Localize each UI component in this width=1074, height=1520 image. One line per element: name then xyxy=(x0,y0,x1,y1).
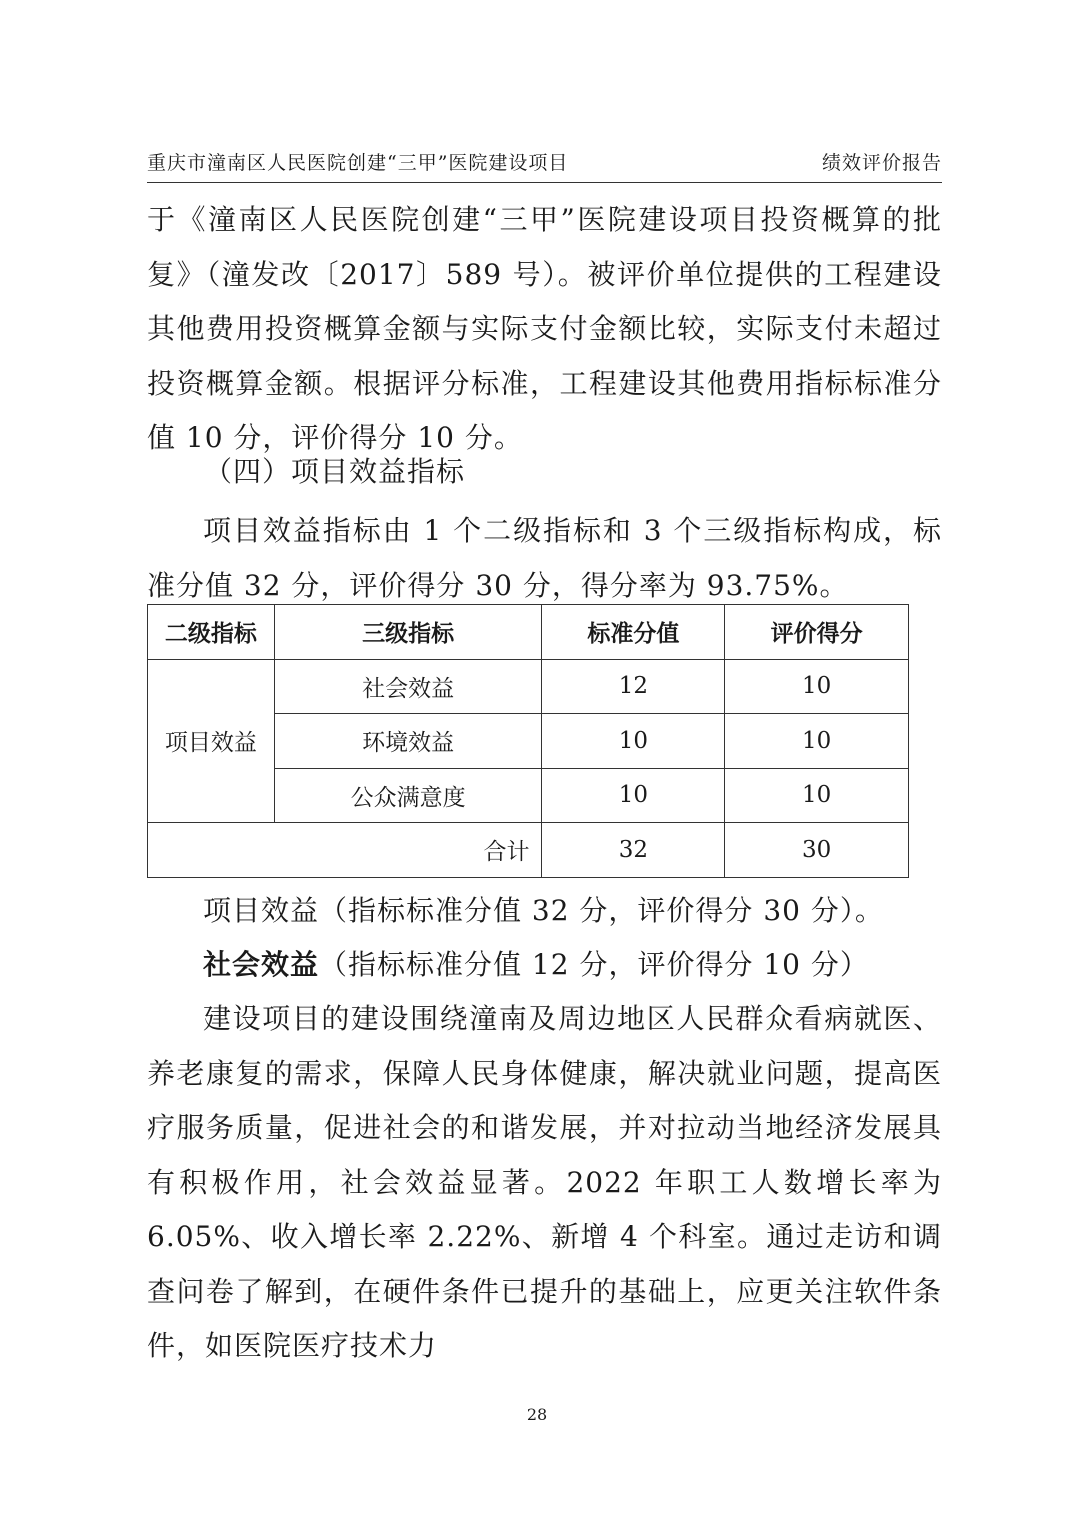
table-header-row xyxy=(148,605,909,660)
total-label-cell: 合计 xyxy=(148,823,542,878)
group-label-cell: 项目效益 xyxy=(148,659,275,823)
benefit-score-table xyxy=(147,604,909,878)
social-benefit-label: 社会效益 xyxy=(203,948,320,981)
social-benefit-score: （指标标准分值 12 分，评价得分 10 分） xyxy=(319,948,869,981)
header-divider xyxy=(147,182,942,183)
indicator-cell: 公众满意度 xyxy=(274,768,542,823)
standard-cell: 12 xyxy=(542,659,725,714)
total-standard-cell: 32 xyxy=(542,823,725,878)
paragraph-approval: 于《潼南区人民医院创建“三甲”医院建设项目投资概算的批复》（潼发改〔2017〕589 号）。被评价单位提供的工程建设其他费用投资概算金额与实际支付金额比较，实际支付未超过投资概算金额。根据评分标准，工程建设其他费用指标标准分值 10 分，评价得分 10 分。 xyxy=(147,203,942,454)
section-heading: （四）项目效益指标 xyxy=(204,455,466,488)
paragraph-social-benefit-detail: 建设项目的建设围绕潼南及周边地区人民群众看病就医、养老康复的需求，保障人民身体健康，解决就业问题，提高医疗服务质量，促进社会的和谐发展，并对拉动当地经济发展具有积极作用，社会效益显著。2022 年职工人数增长率为 6.05%、收入增长率 2.22%、新增 4 个科室。通过走访和调查问卷了解到，在硬件条件已提升的基础上，应更关注软件条件，如医院医疗技术力 xyxy=(147,1002,942,1362)
header-cell-standard: 标准分值 xyxy=(542,605,725,660)
score-cell: 10 xyxy=(725,659,909,714)
page-header xyxy=(147,148,942,178)
paragraph-social-benefit-title xyxy=(147,938,942,993)
indicator-cell: 环境效益 xyxy=(274,714,542,769)
paragraph-benefit-summary: 项目效益指标由 1 个二级指标和 3 个三级指标构成，标准分值 32 分，评价得分 30 分，得分率为 93.75%。 xyxy=(147,514,942,602)
standard-cell: 10 xyxy=(542,714,725,769)
table-total-row xyxy=(148,823,909,878)
standard-cell: 10 xyxy=(542,768,725,823)
total-score-cell: 30 xyxy=(725,823,909,878)
table-row xyxy=(148,659,909,714)
header-report-type: 绩效评价报告 xyxy=(821,152,942,174)
header-title: 重庆市潼南区人民医院创建“三甲”医院建设项目 xyxy=(147,152,569,174)
score-cell: 10 xyxy=(725,768,909,823)
header-cell-score: 评价得分 xyxy=(725,605,909,660)
indicator-cell: 社会效益 xyxy=(274,659,542,714)
header-cell-level3: 三级指标 xyxy=(274,605,542,660)
score-cell: 10 xyxy=(725,714,909,769)
page-number: 28 xyxy=(526,1405,548,1424)
paragraph-project-benefit: 项目效益（指标标准分值 32 分，评价得分 30 分）。 xyxy=(203,894,884,927)
header-cell-level2: 二级指标 xyxy=(148,605,275,660)
